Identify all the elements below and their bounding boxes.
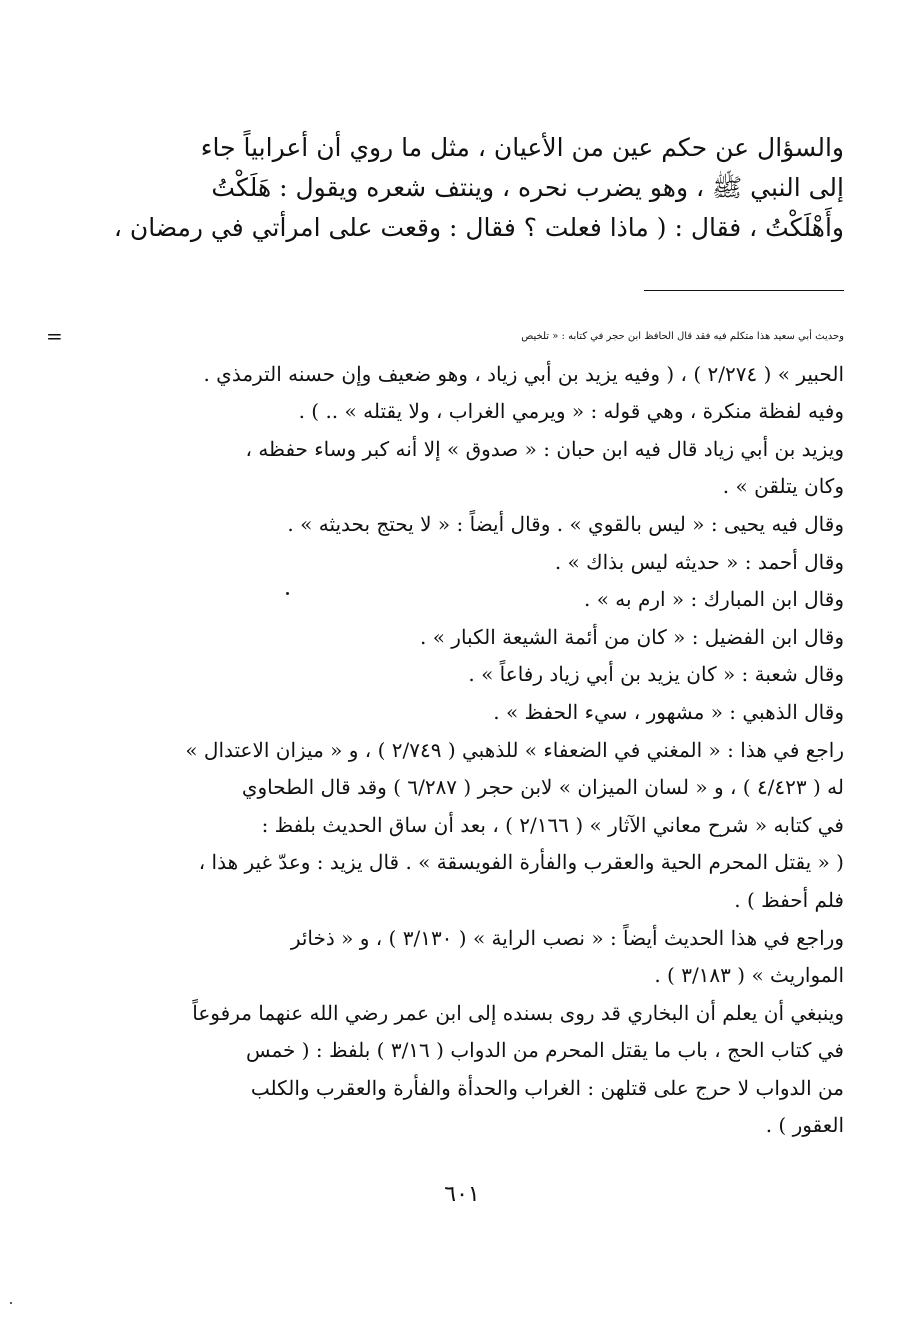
footnote-line: وقال فيه يحيى : « ليس بالقوي » . وقال أيضاً : « لا يحتج بحديثه » . [287,511,844,536]
footnote-line: له ( ٤/٤٢٣ ) ، و « لسان الميزان » لابن حجر ( ٦/٢٨٧ ) وقد قال الطحاوي [241,775,844,800]
footnote-line: العقور ) . [765,1113,844,1138]
scan-speck [10,1302,12,1304]
footnote-line: في كتابه « شرح معاني الآثار » ( ٢/١٦٦ ) ، بعد أن ساق الحديث بلفظ : [261,812,844,837]
main-text-line: وأَهْلَكْتُ ، فقال : ( ماذا فعلت ؟ فقال : وقعت على امرأتي في رمضان ، [113,213,844,242]
continuation-mark: = [46,324,63,348]
footnote-line: وكان يتلقن » . [722,474,844,499]
footnote-line: راجع في هذا : « المغني في الضعفاء » للذهبي ( ٢/٧٤٩ ) ، و « ميزان الاعتدال » [185,737,844,762]
footnote-line: الحبير » ( ٢/٢٧٤ ) ، ( وفيه يزيد بن أبي زياد ، وهو ضعيف وإن حسنه الترمذي . [203,361,844,386]
footnote-line: وينبغي أن يعلم أن البخاري قد روى بسنده إلى ابن عمر رضي الله عنهما مرفوعاً [192,1000,844,1025]
footnote-line: المواريث » ( ٣/١٨٣ ) . [654,963,844,988]
footnote-line: وقال أحمد : « حديثه ليس بذاك » . [554,549,844,574]
footnote-line-text: وحديث أبي سعيد هذا متكلم فيه فقد قال الحافظ ابن حجر في كتابه : « تلخيص [521,331,844,342]
footnote-line: وفيه لفظة منكرة ، وهي قوله : « ويرمي الغراب ، ولا يقتله » .. ) . [298,399,844,424]
footnote-line: وراجع في هذا الحديث أيضاً : « نصب الراية » ( ٣/١٣٠ ) ، و « ذخائر [290,925,844,950]
scan-speck [286,592,289,595]
footnote-line: وقال شعبة : « كان يزيد بن أبي زياد رفاعاً » . [468,662,844,687]
footnote-separator-rule [644,290,844,291]
main-text-line: إلى النبي ﷺ ، وهو يضرب نحره ، وينتف شعره ويقول : هَلَكْتُ [211,173,844,202]
main-text-block [84,128,844,248]
page-number: ٦٠١ [444,1182,480,1207]
footnote-line: ويزيد بن أبي زياد قال فيه ابن حبان : « صدوق » إلا أنه كبر وساء حفظه ، [245,436,844,461]
footnote-line: فلم أحفظ ) . [734,887,844,912]
footnote-line: من الدواب لا حرج على قتلهن : الغراب والحدأة والفأرة والعقرب والكلب [250,1075,844,1100]
footnote-line: وقال ابن الفضيل : « كان من أئمة الشيعة الكبار » . [419,624,844,649]
footnotes-block [46,318,844,1145]
footnote-line: في كتاب الحج ، باب ما يقتل المحرم من الدواب ( ٣/١٦ ) بلفظ : ( خمس [245,1038,844,1063]
main-text-line: والسؤال عن حكم عين من الأعيان ، مثل ما روي أن أعرابياً جاء [200,133,844,162]
footnote-line [46,318,844,356]
footnote-line: وقال الذهبي : « مشهور ، سيء الحفظ » . [493,699,844,724]
footnote-line: ( « يقتل المحرم الحية والعقرب والفأرة الفويسقة » . قال يزيد : وعدّ غير هذا ، [198,850,844,875]
footnote-line: وقال ابن المبارك : « ارم به » . [584,587,844,612]
